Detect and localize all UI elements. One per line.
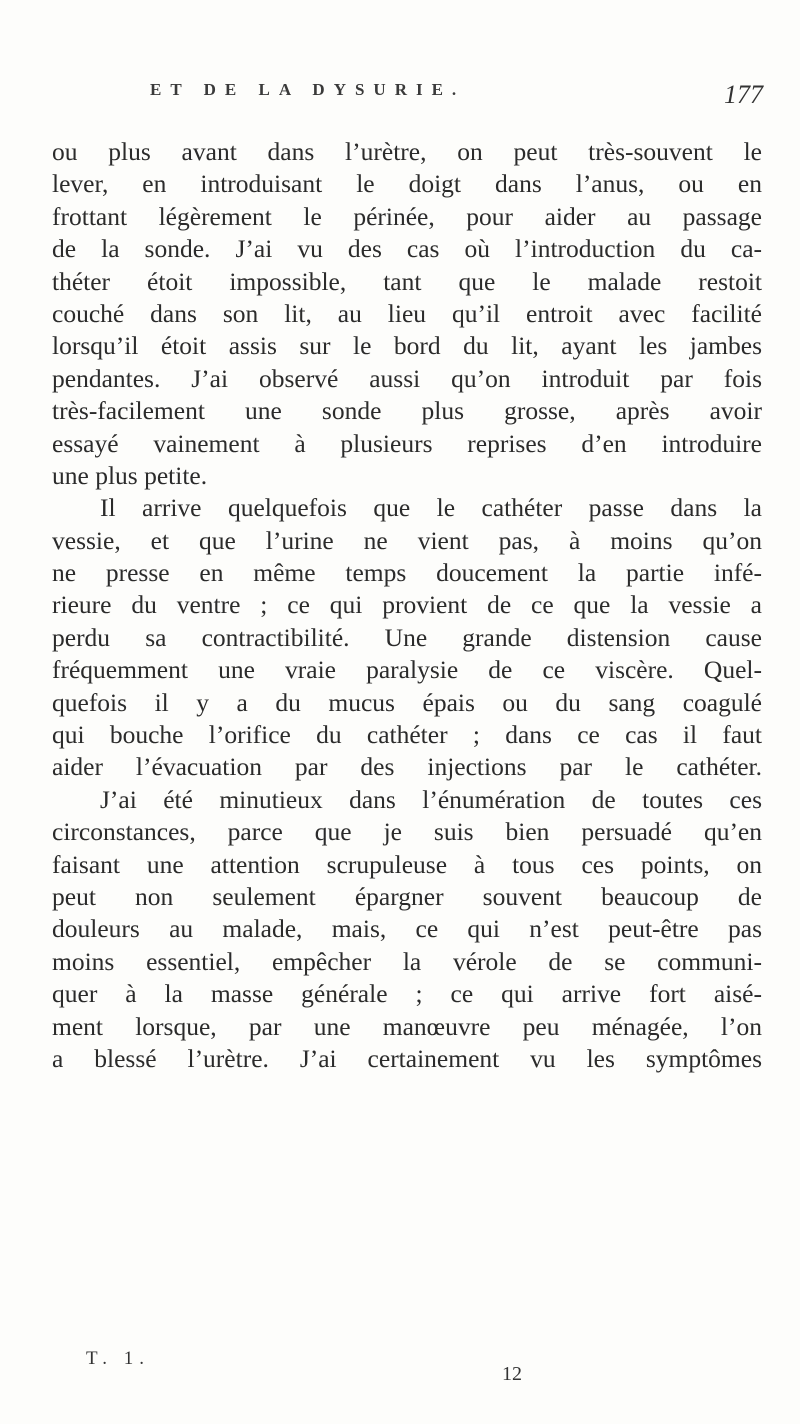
text-line: a blessé l’urètre. J’ai certainement vu les symptômes	[52, 1043, 762, 1073]
text-line: J’ai été minutieux dans l’énumération de toutes ces	[100, 784, 762, 814]
text-line: couché dans son lit, au lieu qu’il entroit avec facilité	[52, 298, 762, 328]
signature-mark: T. 1.	[86, 1348, 150, 1369]
text-line: fréquemment une vraie paralysie de ce viscère. Quel-	[52, 655, 762, 685]
text-line: quefois il y a du mucus épais ou du sang coagulé	[52, 687, 762, 717]
text-line: essayé vainement à plusieurs reprises d’en introduire	[52, 428, 762, 458]
paragraph	[52, 136, 762, 492]
sheet-number: 12	[502, 1363, 522, 1385]
running-head: ET DE LA DYSURIE.	[150, 80, 466, 99]
text-line: aider l’évacuation par des injections par le cathéter.	[52, 752, 762, 782]
text-line: très-facilement une sonde plus grosse, après avoir	[52, 396, 762, 426]
text-line: douleurs au malade, mais, ce qui n’est peut-être pas	[52, 914, 762, 944]
text-line: peut non seulement épargner souvent beaucoup de	[52, 881, 762, 911]
text-line: ne presse en même temps doucement la partie infé-	[52, 558, 762, 588]
text-line: moins essentiel, empêcher la vérole de se communi-	[52, 946, 762, 976]
text-line: qui bouche l’orifice du cathéter ; dans ce cas il faut	[52, 720, 762, 750]
text-line: ou plus avant dans l’urètre, on peut très-souvent le	[52, 137, 762, 166]
text-line: théter étoit impossible, tant que le malade restoit	[52, 266, 762, 296]
text-line: perdu sa contractibilité. Une grande distension cause	[52, 622, 762, 652]
page-number: 177	[724, 80, 763, 109]
text-line: Il arrive quelquefois que le cathéter passe dans la	[100, 493, 762, 523]
text-line: de la sonde. J’ai vu des cas où l’introduction du ca-	[52, 234, 762, 264]
text-line: lever, en introduisant le doigt dans l’anus, ou en	[52, 169, 762, 199]
text-line: pendantes. J’ai observé aussi qu’on introduit par fois	[52, 363, 762, 393]
text-line: rieure du ventre ; ce qui provient de ce que la vessie a	[52, 590, 762, 620]
text-line: faisant une attention scrupuleuse à tous ces points, on	[52, 849, 762, 879]
text-line: une plus petite.	[52, 460, 208, 490]
text-line: circonstances, parce que je suis bien persuadé qu’en	[52, 817, 762, 847]
text-line: lorsqu’il étoit assis sur le bord du lit, ayant les jambes	[52, 331, 762, 361]
text-line: vessie, et que l’urine ne vient pas, à moins qu’on	[52, 525, 762, 555]
text-line: ment lorsque, par une manœuvre peu ménagée, l’on	[52, 1011, 762, 1041]
paragraph	[52, 784, 762, 1076]
text-line: quer à la masse générale ; ce qui arrive fort aisé-	[52, 979, 762, 1009]
paragraph	[52, 492, 762, 784]
body-text	[52, 136, 762, 1075]
text-line: frottant légèrement le périnée, pour aider au passage	[52, 201, 762, 231]
